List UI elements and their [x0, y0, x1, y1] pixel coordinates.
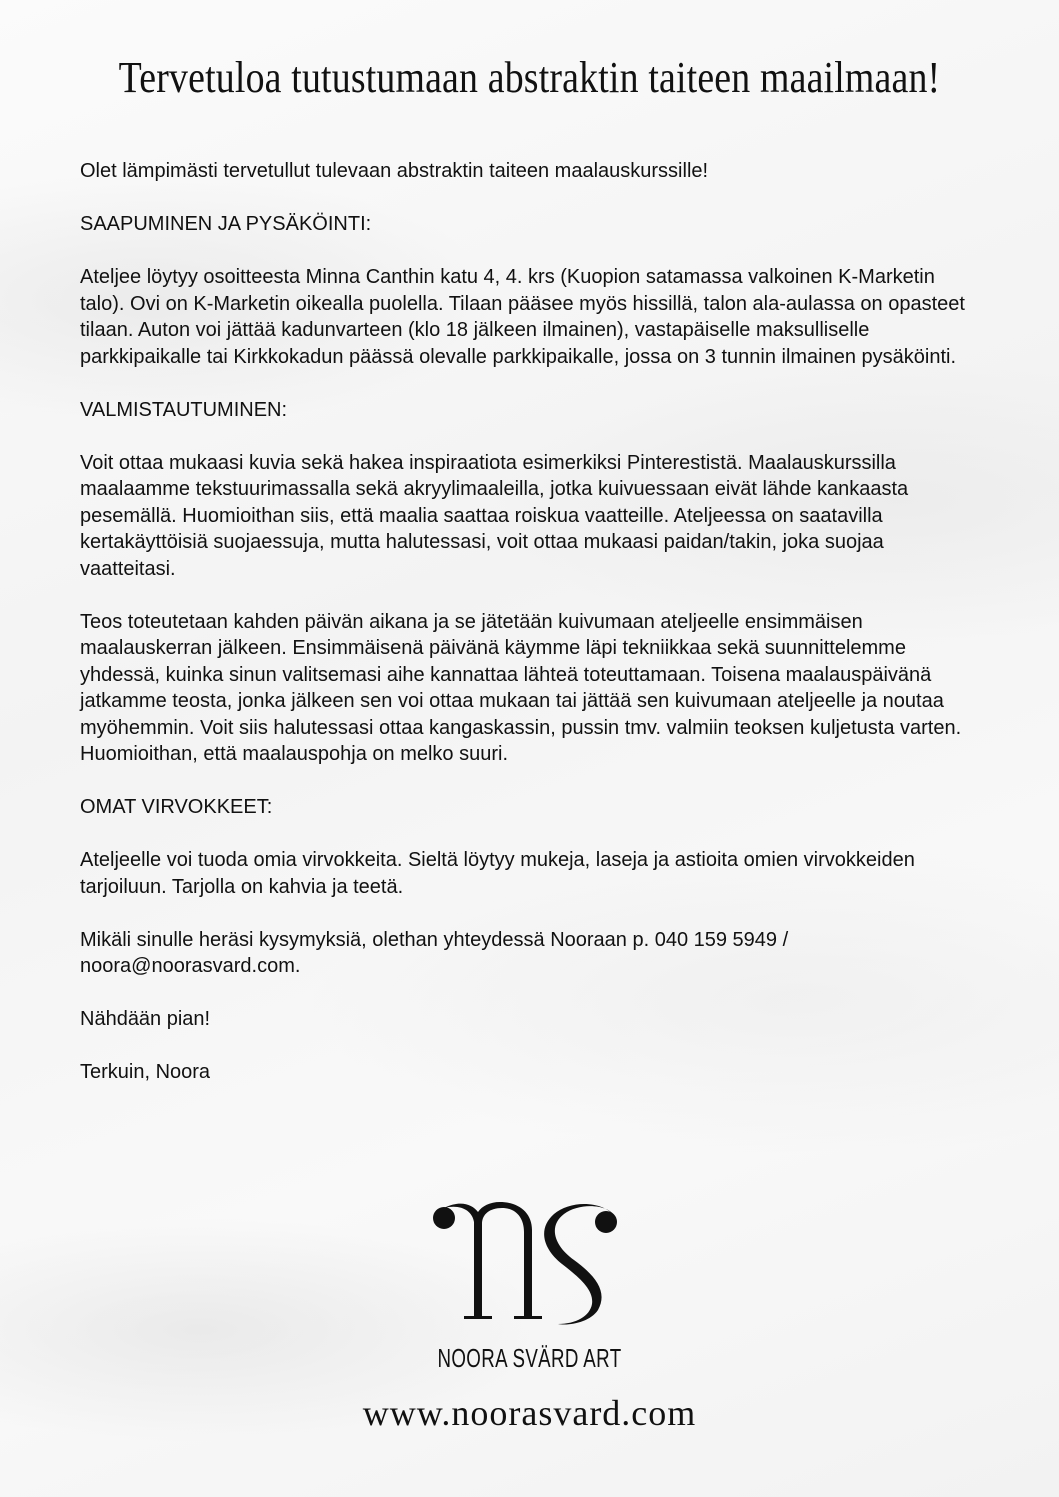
- page-title: Tervetuloa tutustumaan abstraktin taiteen maailmaan!: [118, 53, 941, 102]
- signature: Terkuin, Noora: [80, 1061, 211, 1083]
- contact-paragraph: Mikäli sinulle heräsi kysymyksiä, olethan yhteydessä Nooraan p. 040 159 5949 / noora@noorasvard.com.: [80, 928, 789, 977]
- preparation-paragraph: Voit ottaa mukaasi kuvia sekä hakea inspiraatiota esimerkiksi Pinterestistä. Maalauskurssilla maalaamme tekstuurimassalla sekä akryylimaaleilla, jotka kuivuessaan eivät lähde kankaasta pesemällä. Huomioithan siis, että maalia saattaa roiskua vaatteille. Ateljeessa on saatavilla kertakäyttöisiä suojaessuja, mutta halutessasi, voit ottaa mukaasi paidan/takin, joka suojaa vaatteitasi.: [80, 451, 909, 580]
- website-link[interactable]: www.noorasvard.com: [362, 1393, 697, 1433]
- course-paragraph: Teos toteutetaan kahden päivän aikana ja se jätetään kuivumaan ateljeelle ensimmäisen maalauskerran jälkeen. Ensimmäisenä päivänä käymme läpi tekniikkaa sekä suunnittelemme yhdessä, kuinka sinun valitsemasi aihe kannattaa lähteä toteuttamaan. Toisena maalauspäivänä jatkamme teosta, jonka jälkeen sen voi ottaa mukaan tai jättää sen kuivumaan ateljeelle ja noutaa myöhemmin. Voit siis halutessasi ottaa kangaskassin, pussin tmv. valmiin teoksen kuljetusta varten. Huomioithan, että maalauspohja on melko suuri.: [80, 610, 962, 765]
- arrival-paragraph: Ateljee löytyy osoitteesta Minna Canthin katu 4, 4. krs (Kuopion satamassa valkoinen K-Marketin talo). Ovi on K-Marketin oikealla puolella. Tilaan pääsee myös hissillä, talon ala-aulassa on opasteet tilaan. Auton voi jättää kadunvarteen (klo 18 jälkeen ilmainen), vastapäiselle maksulliselle parkkipaikalle tai Kirkkokadun päässä olevalle parkkipaikalle, jossa on 3 tunnin ilmainen pysäköinti.: [80, 266, 965, 368]
- ns-monogram-logo-icon: [430, 1200, 630, 1330]
- section-heading-refreshments: OMAT VIRVOKKEET:: [80, 796, 273, 818]
- refreshments-paragraph: Ateljeelle voi tuoda omia virvokkeita. Sieltä löytyy mukeja, laseja ja astioita omien virvokkeiden tarjoiluun. Tarjolla on kahvia ja teetä.: [80, 849, 915, 898]
- letter-body: [80, 158, 980, 1112]
- section-heading-arrival: SAAPUMINEN JA PYSÄKÖINTI:: [80, 213, 372, 235]
- section-heading-preparation: VALMISTAUTUMINEN:: [80, 398, 288, 421]
- closing-line: Nähdään pian!: [80, 1008, 211, 1030]
- brand-name: NOORA SVÄRD ART: [437, 1343, 622, 1373]
- intro-paragraph: Olet lämpimästi tervetullut tulevaan abstraktin taiteen maalauskurssille!: [80, 160, 709, 182]
